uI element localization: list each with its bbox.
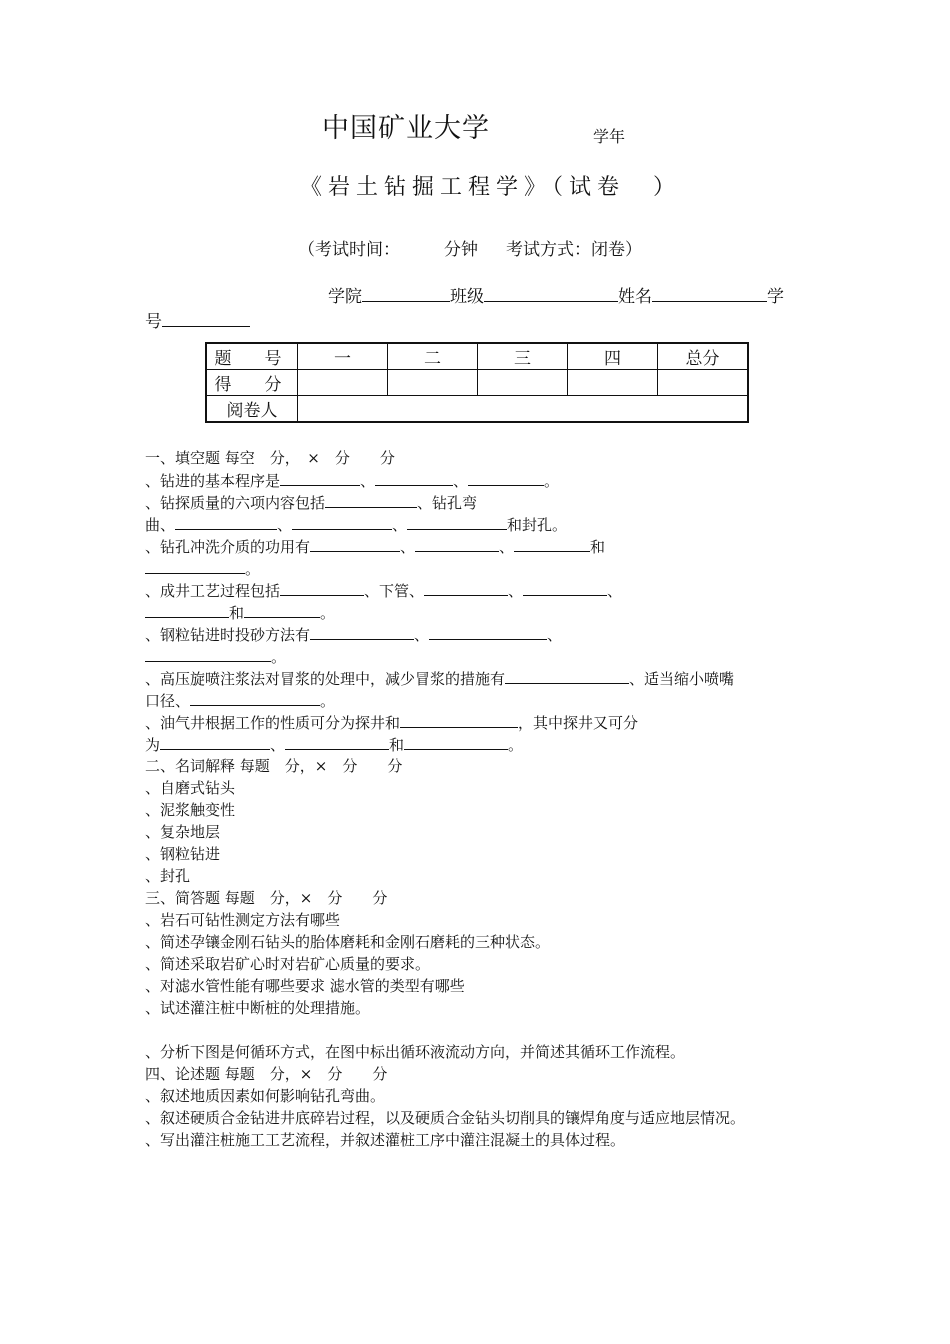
question-1-6: 、高压旋喷注浆法对冒浆的处理中，减少冒浆的措施有 、适当缩小喷嘴 <box>145 670 735 688</box>
student-id-field[interactable] <box>162 311 250 327</box>
row-label-grader: 阅卷人 <box>206 396 298 423</box>
column-header: 四 <box>568 343 658 370</box>
blank-field[interactable] <box>429 624 547 640</box>
blank-field[interactable] <box>145 646 271 662</box>
blank-field[interactable] <box>375 470 453 486</box>
blank-field[interactable] <box>523 580 607 596</box>
score-cell[interactable] <box>478 370 568 396</box>
row-label-question: 题 号 <box>206 343 298 370</box>
column-header: 总分 <box>658 343 749 370</box>
student-id-label-b: 号 <box>145 312 162 332</box>
list-item: 、简述采取岩矿心时对岩矿心质量的要求。 <box>145 955 431 973</box>
class-label: 班级 <box>450 287 484 307</box>
blank-field[interactable] <box>292 514 392 530</box>
blank-field[interactable] <box>285 734 389 750</box>
blank-field[interactable] <box>145 602 229 618</box>
question-1-5-cont: 。 <box>145 646 286 667</box>
question-1-2: 、钻探质量的六项内容包括 、钻孔弯 <box>145 494 478 512</box>
list-item: 、试述灌注桩中断桩的处理措施。 <box>145 999 371 1017</box>
student-info-row <box>328 282 784 307</box>
student-id-label-a: 学 <box>767 287 784 307</box>
list-item: 、分析下图是何循环方式，在图中标出循环液流动方向，并简述其循环工作流程。 <box>145 1043 686 1061</box>
blank-field[interactable] <box>415 536 499 552</box>
table-row <box>206 343 748 370</box>
table-row <box>206 396 748 423</box>
school-name: 中国矿业大学 <box>322 113 490 144</box>
question-1-2-cont: 曲、 、 、 和封孔。 <box>145 516 568 534</box>
section4-heading: 四、论述题 每题 分，× 分 分 <box>145 1065 388 1083</box>
student-id-row <box>145 307 250 332</box>
section3-heading: 三、简答题 每题 分，× 分 分 <box>145 889 388 907</box>
exam-time-label: （考试时间： <box>298 240 400 260</box>
blank-field[interactable] <box>145 558 245 574</box>
list-item: 、简述孕镶金刚石钻头的胎体磨耗和金刚石磨耗的三种状态。 <box>145 933 551 951</box>
score-cell[interactable] <box>568 370 658 396</box>
college-label: 学院 <box>328 287 362 307</box>
blank-field[interactable] <box>244 602 320 618</box>
blank-field[interactable] <box>160 734 270 750</box>
row-label-score: 得 分 <box>206 370 298 396</box>
question-1-4: 、成井工艺过程包括 、下管、 、 、 <box>145 582 623 600</box>
list-item: 、叙述地质因素如何影响钻孔弯曲。 <box>145 1087 386 1105</box>
blank-field[interactable] <box>424 580 508 596</box>
list-item: 、写出灌注桩施工工艺流程，并叙述灌桩工序中灌注混凝土的具体过程。 <box>145 1131 626 1149</box>
list-item: 、自磨式钻头 <box>145 779 236 797</box>
college-field[interactable] <box>362 286 450 302</box>
blank-field[interactable] <box>505 668 629 684</box>
list-item: 、封孔 <box>145 867 191 885</box>
name-label: 姓名 <box>618 287 652 307</box>
exam-title: 《岩土钻掘工程学》（试卷 ） <box>300 175 682 200</box>
blank-field[interactable] <box>404 734 508 750</box>
grader-cell[interactable] <box>298 396 749 423</box>
list-item: 、对滤水管性能有哪些要求 滤水管的类型有哪些 <box>145 977 465 995</box>
column-header: 一 <box>298 343 388 370</box>
table-row <box>206 370 748 396</box>
section1-heading: 一、填空题 每空 分， × 分 分 <box>145 449 395 467</box>
blank-field[interactable] <box>280 470 360 486</box>
question-1-3-cont: 。 <box>145 558 260 579</box>
academic-year-label: 学年 <box>593 127 626 146</box>
blank-field[interactable] <box>325 492 417 508</box>
exam-minutes-label: 分钟 <box>444 240 478 260</box>
blank-field[interactable] <box>400 712 518 728</box>
question-1-3: 、钻孔冲洗介质的功用有 、 、 和 <box>145 538 606 556</box>
question-1-7: 、油气井根据工作的性质可分为探井和 ，其中探井又可分 <box>145 714 639 732</box>
question-1-7-cont: 为 、 和 。 <box>145 736 524 754</box>
blank-field[interactable] <box>175 514 277 530</box>
list-item: 、泥浆触变性 <box>145 801 236 819</box>
column-header: 二 <box>388 343 478 370</box>
score-cell[interactable] <box>658 370 749 396</box>
name-field[interactable] <box>652 286 767 302</box>
blank-field[interactable] <box>310 624 414 640</box>
question-1-4-cont: 和 。 <box>145 602 335 623</box>
section2-heading: 二、名词解释 每题 分，× 分 分 <box>145 757 403 775</box>
column-header: 三 <box>478 343 568 370</box>
blank-field[interactable] <box>514 536 590 552</box>
question-1-1: 、钻进的基本程序是 、 、 。 <box>145 472 560 490</box>
blank-field[interactable] <box>190 690 320 706</box>
class-field[interactable] <box>484 286 618 302</box>
question-1-6-cont: 口径、 。 <box>145 692 336 710</box>
blank-field[interactable] <box>280 580 364 596</box>
list-item: 、岩石可钻性测定方法有哪些 <box>145 911 341 929</box>
blank-field[interactable] <box>468 470 544 486</box>
list-item: 、复杂地层 <box>145 823 221 841</box>
list-item: 、叙述硬质合金钻进井底碎岩过程，以及硬质合金钻头切削具的镶焊角度与适应地层情况。 <box>145 1109 746 1127</box>
score-table <box>205 342 749 423</box>
exam-mode-label: 考试方式：闭卷） <box>506 240 642 260</box>
blank-field[interactable] <box>310 536 400 552</box>
score-cell[interactable] <box>298 370 388 396</box>
list-item: 、钢粒钻进 <box>145 845 221 863</box>
question-1-5: 、钢粒钻进时投砂方法有 、 、 <box>145 626 563 644</box>
exam-info <box>298 235 642 260</box>
blank-field[interactable] <box>407 514 507 530</box>
score-cell[interactable] <box>388 370 478 396</box>
